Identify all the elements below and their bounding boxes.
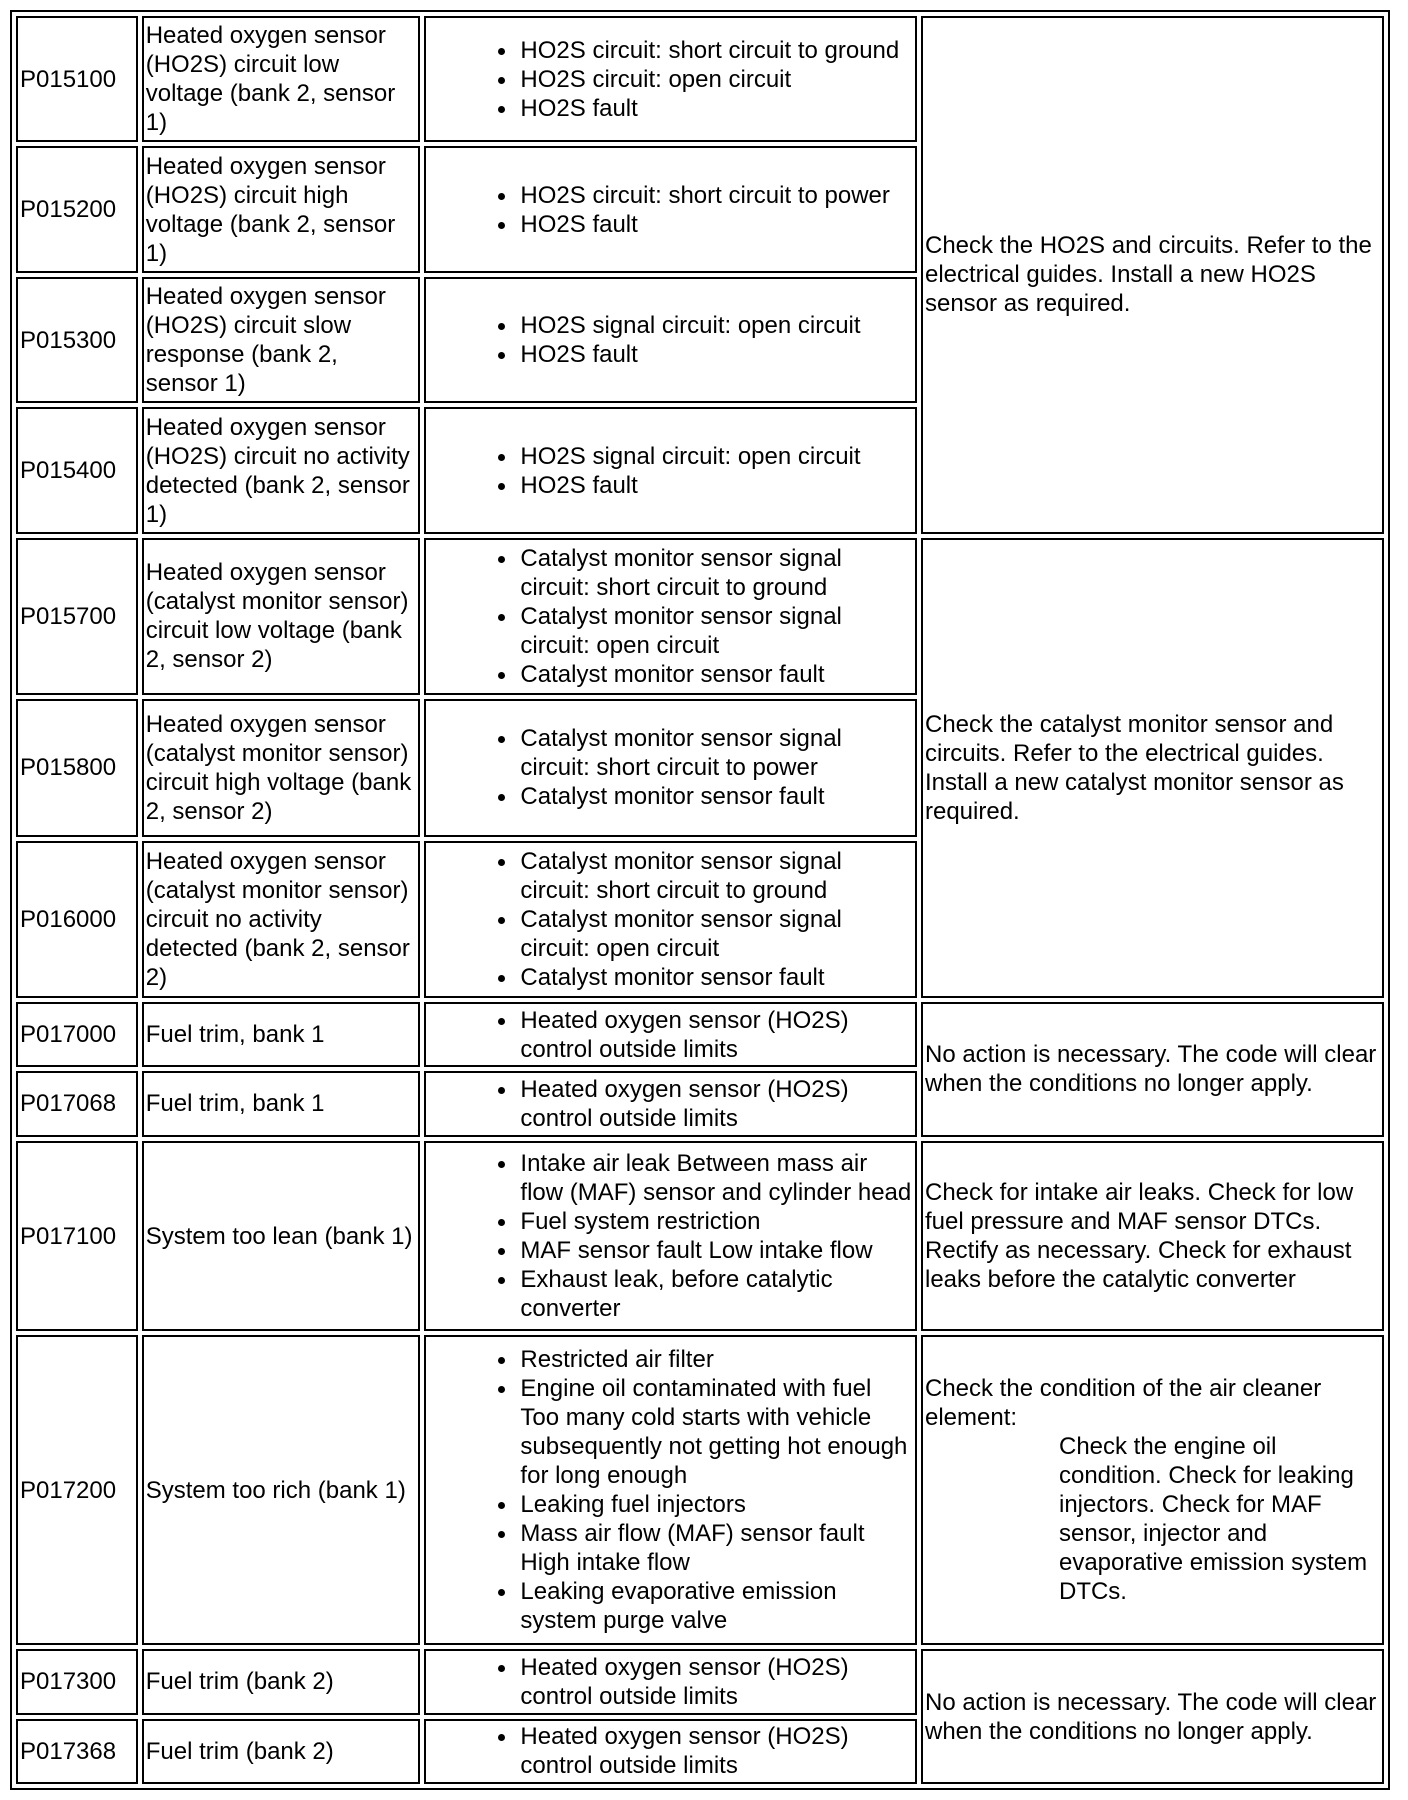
cause-item: • HO2S fault (518, 340, 913, 369)
possible-causes (424, 841, 917, 998)
possible-causes (424, 407, 917, 533)
cause-item: • Engine oil contaminated with fuel Too many cold starts with vehicle subsequently not getting hot enough for long enough (518, 1374, 913, 1490)
possible-causes (424, 1002, 917, 1067)
dtc-description: Heated oxygen sensor (HO2S) circuit slow response (bank 2, sensor 1) (142, 277, 421, 403)
dtc-code: P015700 (16, 538, 138, 695)
action-cell: Check the catalyst monitor sensor and circuits. Refer to the electrical guides. Install a new catalyst monitor sensor as required. (921, 538, 1384, 998)
action-cell: Check the HO2S and circuits. Refer to the electrical guides. Install a new HO2S sensor as required. (921, 16, 1384, 534)
dtc-code: P015100 (16, 16, 138, 142)
possible-causes (424, 1141, 917, 1332)
cause-item: • MAF sensor fault Low intake flow (518, 1236, 913, 1265)
action-cell: No action is necessary. The code will clear when the conditions no longer apply. (921, 1649, 1384, 1784)
dtc-description: System too lean (bank 1) (142, 1141, 421, 1332)
possible-causes (424, 1719, 917, 1784)
dtc-code: P015400 (16, 407, 138, 533)
possible-causes (424, 277, 917, 403)
cause-item: • Heated oxygen sensor (HO2S) control outside limits (518, 1653, 913, 1711)
cause-item: • HO2S fault (518, 94, 913, 123)
cause-item: • Catalyst monitor sensor fault (518, 782, 913, 811)
dtc-description: Heated oxygen sensor (catalyst monitor sensor) circuit low voltage (bank 2, sensor 2) (142, 538, 421, 695)
dtc-description: Heated oxygen sensor (HO2S) circuit high voltage (bank 2, sensor 1) (142, 146, 421, 272)
possible-causes (424, 16, 917, 142)
cause-item: • Catalyst monitor sensor fault (518, 963, 913, 992)
action-line: Check the condition of the air cleaner element: (924, 1375, 1322, 1432)
dtc-code: P016000 (16, 841, 138, 998)
dtc-code: P017100 (16, 1141, 138, 1332)
dtc-code: P017200 (16, 1335, 138, 1645)
action-cell (921, 1335, 1384, 1645)
dtc-description: Heated oxygen sensor (HO2S) circuit no activity detected (bank 2, sensor 1) (142, 407, 421, 533)
dtc-description: Heated oxygen sensor (catalyst monitor sensor) circuit high voltage (bank 2, sensor 2) (142, 699, 421, 837)
cause-item: • HO2S fault (518, 471, 913, 500)
dtc-code: P015200 (16, 146, 138, 272)
dtc-code: P015800 (16, 699, 138, 837)
cause-item: • Restricted air filter (518, 1345, 913, 1374)
dtc-description: Fuel trim (bank 2) (142, 1649, 421, 1714)
possible-causes (424, 1649, 917, 1714)
cause-item: • Catalyst monitor sensor signal circuit: short circuit to ground (518, 847, 913, 905)
possible-causes (424, 1335, 917, 1645)
cause-item: • Intake air leak Between mass air flow (MAF) sensor and cylinder head (518, 1149, 913, 1207)
cause-item: • Exhaust leak, before catalytic converter (518, 1265, 913, 1323)
cause-item: • HO2S circuit: short circuit to power (518, 181, 913, 210)
possible-causes (424, 1071, 917, 1136)
cause-item: • Heated oxygen sensor (HO2S) control outside limits (518, 1722, 913, 1780)
cause-item: • HO2S circuit: short circuit to ground (518, 36, 913, 65)
cause-item: • HO2S signal circuit: open circuit (518, 311, 913, 340)
cause-item: • HO2S signal circuit: open circuit (518, 442, 913, 471)
dtc-description: Heated oxygen sensor (catalyst monitor sensor) circuit no activity detected (bank 2, sensor 2) (142, 841, 421, 998)
dtc-code: P015300 (16, 277, 138, 403)
action-line: Check the engine oil condition. Check for leaking injectors. Check for MAF sensor, injector and evaporative emission system DTCs. (1058, 1433, 1368, 1606)
dtc-code: P017000 (16, 1002, 138, 1067)
table-row (16, 538, 1384, 695)
cause-item: • Catalyst monitor sensor signal circuit: short circuit to ground (518, 544, 913, 602)
dtc-code: P017368 (16, 1719, 138, 1784)
cause-item: • Leaking evaporative emission system purge valve (518, 1577, 913, 1635)
table-row (16, 1335, 1384, 1645)
cause-item: • Catalyst monitor sensor signal circuit: open circuit (518, 602, 913, 660)
cause-item: • HO2S circuit: open circuit (518, 65, 913, 94)
cause-item: • Mass air flow (MAF) sensor fault High intake flow (518, 1519, 913, 1577)
dtc-code: P017300 (16, 1649, 138, 1714)
action-cell: No action is necessary. The code will clear when the conditions no longer apply. (921, 1002, 1384, 1137)
dtc-description: Fuel trim (bank 2) (142, 1719, 421, 1784)
table-row (16, 1141, 1384, 1332)
cause-item: • Fuel system restriction (518, 1207, 913, 1236)
cause-item: • Catalyst monitor sensor fault (518, 660, 913, 689)
cause-item: • Heated oxygen sensor (HO2S) control outside limits (518, 1006, 913, 1064)
cause-item: • Catalyst monitor sensor signal circuit: open circuit (518, 905, 913, 963)
cause-item: • Heated oxygen sensor (HO2S) control outside limits (518, 1075, 913, 1133)
table-row (16, 1649, 1384, 1714)
dtc-code: P017068 (16, 1071, 138, 1136)
possible-causes (424, 699, 917, 837)
action-cell: Check for intake air leaks. Check for low fuel pressure and MAF sensor DTCs. Rectify as necessary. Check for exhaust leaks before the catalytic converter (921, 1141, 1384, 1332)
dtc-description: System too rich (bank 1) (142, 1335, 421, 1645)
cause-item: • Leaking fuel injectors (518, 1490, 913, 1519)
cause-item: • Catalyst monitor sensor signal circuit: short circuit to power (518, 724, 913, 782)
dtc-description: Fuel trim, bank 1 (142, 1002, 421, 1067)
dtc-description: Fuel trim, bank 1 (142, 1071, 421, 1136)
cause-item: • HO2S fault (518, 210, 913, 239)
dtc-table (10, 10, 1390, 1790)
table-row (16, 16, 1384, 142)
possible-causes (424, 146, 917, 272)
dtc-description: Heated oxygen sensor (HO2S) circuit low voltage (bank 2, sensor 1) (142, 16, 421, 142)
possible-causes (424, 538, 917, 695)
table-row (16, 1002, 1384, 1067)
